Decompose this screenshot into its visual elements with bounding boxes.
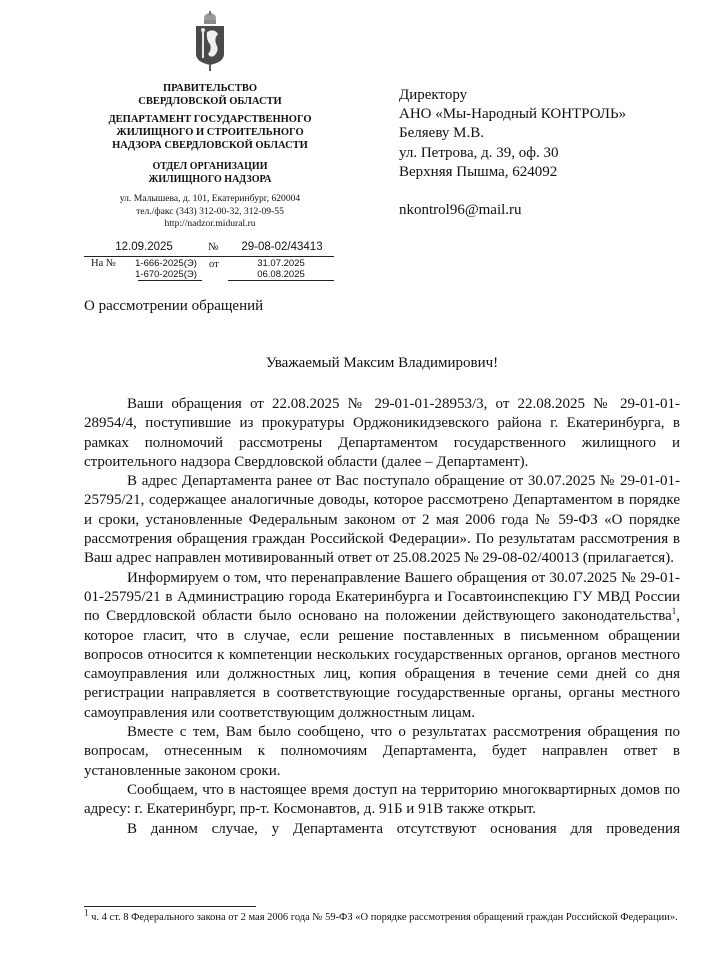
coat-of-arms-icon: [192, 10, 228, 72]
registration-divider: [84, 256, 334, 257]
letter-body: [84, 395, 680, 839]
reference-number-underline: [138, 280, 202, 281]
reference-date-2: 06.08.2025: [257, 269, 305, 280]
reply-to-label: На №: [91, 258, 116, 269]
government-name: ПРАВИТЕЛЬСТВО СВЕРДЛОВСКОЙ ОБЛАСТИ: [138, 83, 282, 107]
reference-number-2: 1-670-2025(Э): [135, 269, 197, 280]
body-paragraph: Вместе с тем, Вам было сообщено, что о результатах рассмотрения обращения по вопросам, отнесенным к полномочиям Департамента, будет направлен ответ в установленные законом сроки.: [84, 724, 680, 779]
footnote-reference[interactable]: 1: [671, 606, 677, 617]
recipient-line: Беляеву М.В.: [399, 125, 484, 142]
division-name: ОТДЕЛ ОРГАНИЗАЦИИ ЖИЛИЩНОГО НАДЗОРА: [148, 161, 272, 185]
body-paragraph: В адрес Департамента ранее от Вас поступало обращение от 30.07.2025 № 29-01-01-25795/21, содержащее аналогичные доводы, которое рассмотрено Департаментом в порядке и сроки, установленные Федеральным законом от 2 мая 2006 года № 59-ФЗ «О порядке рассмотрения обращения граждан Российской Федерации». По результатам рассмотрения в Ваш адрес направлен мотивированный ответ от 25.08.2025 № 29-08-02/40013 (прилагается).: [84, 473, 680, 567]
reply-from-label: от: [209, 259, 219, 270]
body-paragraph: Ваши обращения от 22.08.2025 № 29-01-01-28953/3, от 22.08.2025 № 29-01-01-28954/4, поступившие из прокуратуры Орджоникидзевского района г. Екатеринбурга, в рамках полномочий рассмотрены Департаментом государственного жилищного и строительного надзора Свердловской области (далее – Департамент).: [84, 396, 680, 470]
department-address: ул. Малышева, д. 101, Екатеринбург, 620004: [119, 193, 301, 204]
recipient-block: [399, 86, 626, 182]
recipient-line: ул. Петрова, д. 39, оф. 30: [399, 144, 559, 161]
greeting: Уважаемый Максим Владимирович!: [265, 355, 499, 371]
reference-number-1: 1-666-2025(Э): [135, 258, 197, 269]
letter-subject: О рассмотрении обращений: [84, 298, 264, 314]
outgoing-date: 12.09.2025: [115, 241, 173, 253]
outgoing-number: 29-08-02/43413: [241, 241, 323, 253]
number-sign: №: [208, 241, 219, 253]
footnote: $^1$ ч. 4 ст. 8 Федерального закона от 2 мая 2006 года № 59-ФЗ «О порядке рассмотрения обращений граждан Российской Федерации».: [84, 907, 678, 923]
department-website[interactable]: http://nadzor.midural.ru: [164, 218, 256, 229]
recipient-line: АНО «Мы-Народный КОНТРОЛЬ»: [399, 106, 627, 123]
recipient-line: Директору: [399, 87, 468, 103]
recipient-line: Верхняя Пышма, 624092: [399, 163, 558, 180]
department-phone: тел./факс (343) 312-00-32, 312-09-55: [136, 205, 284, 217]
department-name: ДЕПАРТАМЕНТ ГОСУДАРСТВЕННОГО ЖИЛИЩНОГО И СТРОИТЕЛЬНОГО НАДЗОРА СВЕРДЛОВСКОЙ ОБЛАСТИ: [108, 114, 312, 151]
body-paragraph: Информируем о том, что перенаправление Вашего обращения от 30.07.2025 № 29-01-01-25795/21 в Администрацию города Екатеринбурга и Госавтоинспекцию ГУ МВД России по Свердловской области было основано на положении действующего законодательства$^1$, которое гласит, что в случае, если решение поставленных в письменном обращении вопросов относится к компетенции нескольких государственных органов, органов местного самоуправления или должностных лиц, копия обращения в течение семи дней со дня регистрации направляется в соответствующие государственные органы, органы местного самоуправления или соответствующим должностным лицам.: [84, 569, 680, 721]
body-paragraph: В данном случае, у Департамента отсутствуют основания для проведения: [127, 820, 680, 837]
footnote-mark: 1: [84, 907, 89, 918]
department-contacts: [84, 193, 336, 231]
footnote-separator: [84, 906, 256, 907]
reference-date-underline: [228, 280, 334, 281]
body-paragraph: Сообщаем, что в настоящее время доступ на территорию многоквартирных домов по адресу: г. Екатеринбург, пр-т. Космонавтов, д. 91Б и 91В также открыт.: [84, 781, 680, 818]
reference-date-1: 31.07.2025: [257, 258, 305, 269]
recipient-email[interactable]: nkontrol96@mail.ru: [399, 202, 522, 218]
